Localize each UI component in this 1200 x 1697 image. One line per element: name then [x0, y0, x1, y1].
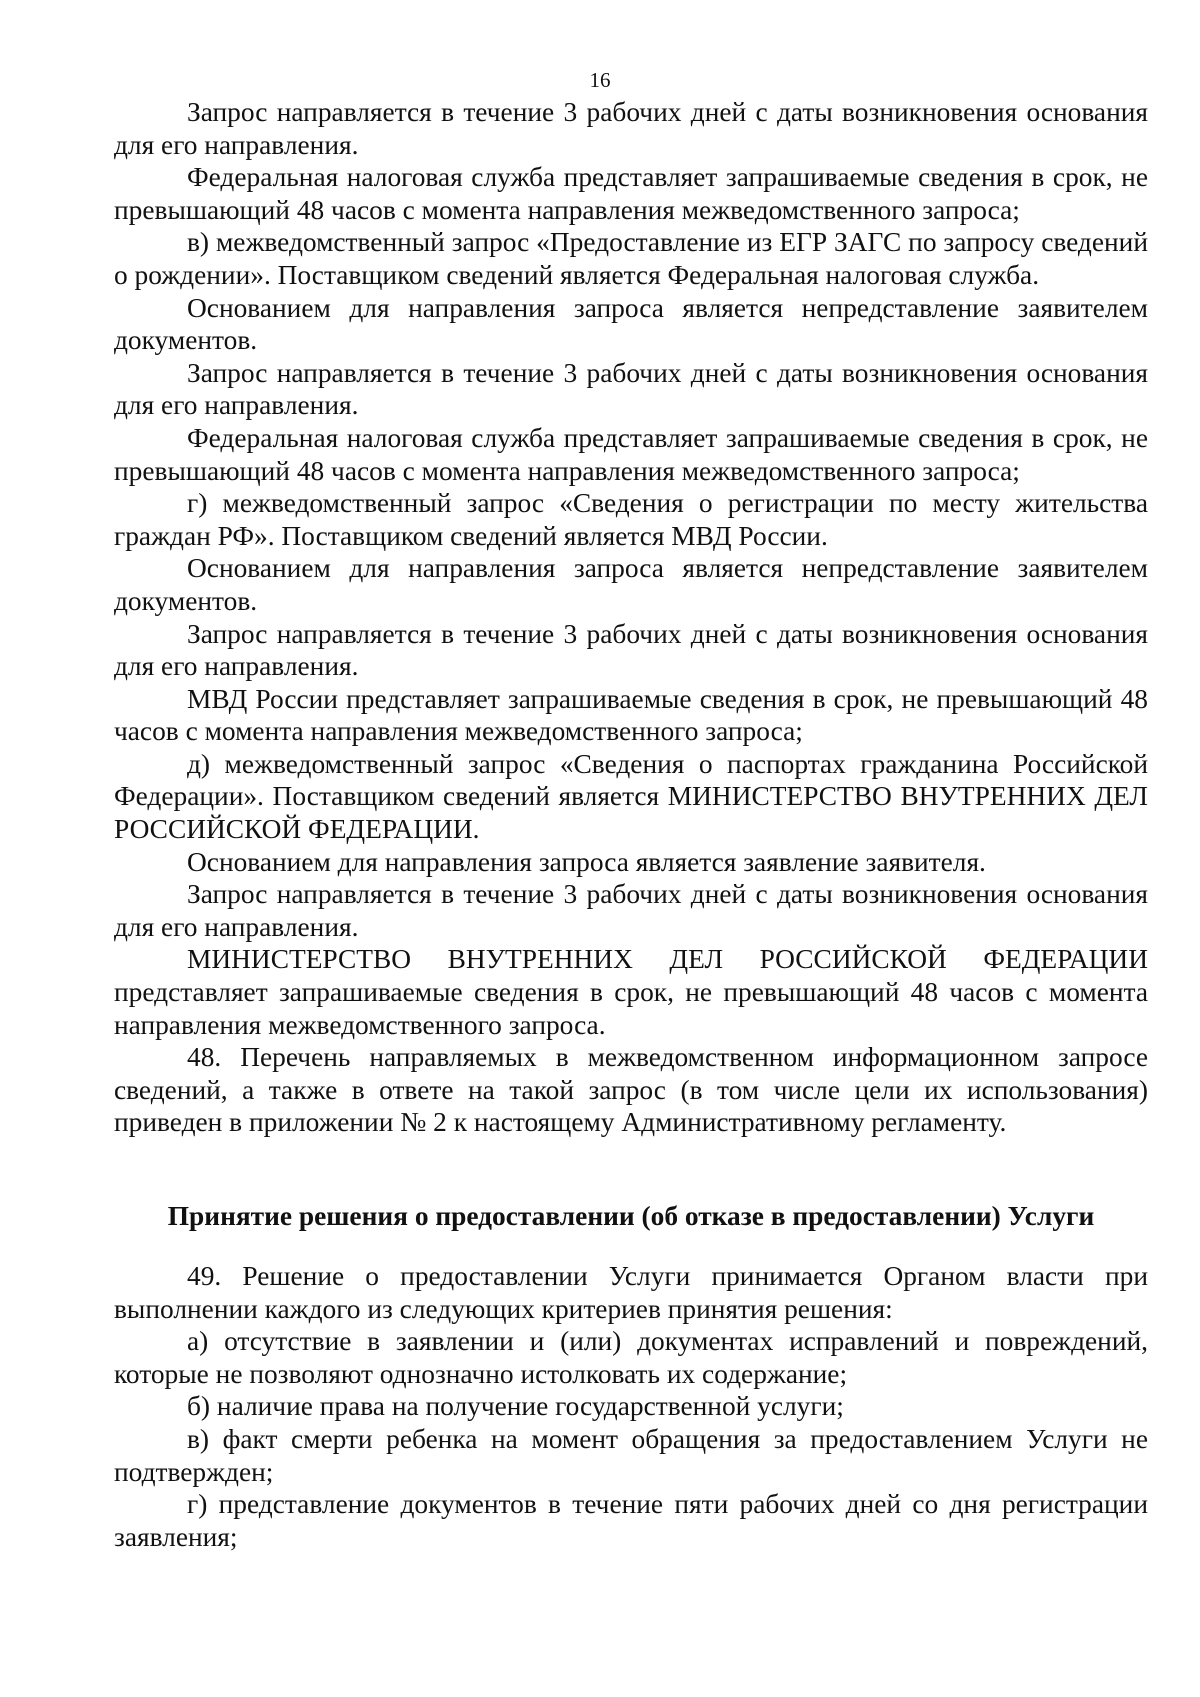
paragraph: Основанием для направления запроса является непредставление заявителем документов.: [114, 292, 1148, 356]
paragraph: в) факт смерти ребенка на момент обращения за предоставлением Услуги не подтвержден;: [114, 1423, 1148, 1487]
paragraph: Основанием для направления запроса является непредставление заявителем документов.: [114, 553, 1148, 616]
paragraph: а) отсутствие в заявлении и (или) документах исправлений и повреждений, которые не позволяют однозначно истолковать их содержание;: [114, 1326, 1148, 1389]
paragraph: 48. Перечень направляемых в межведомственном информационном запросе сведений, а также в ответе на такой запрос (в том числе цели их использования) приведен в приложении № 2 к настоящему Административному регламенту.: [114, 1042, 1148, 1138]
paragraph: Федеральная налоговая служба представляет запрашиваемые сведения в срок, не превышающий 48 часов с момента направления межведомственного запроса;: [114, 162, 1148, 225]
paragraph: б) наличие права на получение государственной услуги;: [187, 1391, 844, 1422]
paragraph: Запрос направляется в течение 3 рабочих дней с даты возникновения основания для его направления.: [114, 97, 1148, 160]
paragraph: Федеральная налоговая служба представляет запрашиваемые сведения в срок, не превышающий 48 часов с момента направления межведомственного запроса;: [114, 422, 1148, 486]
paragraph: МИНИСТЕРСТВО ВНУТРЕННИХ ДЕЛ РОССИЙСКОЙ ФЕДЕРАЦИИ представляет запрашиваемые сведения в срок, не превышающий 48 часов с момента направления межведомственного запроса.: [114, 944, 1148, 1040]
paragraph: МВД России представляет запрашиваемые сведения в срок, не превышающий 48 часов с момента направления межведомственного запроса;: [114, 683, 1148, 747]
paragraph: Основанием для направления запроса является заявление заявителя.: [187, 846, 986, 877]
paragraph: д) межведомственный запрос «Сведения о паспортах гражданина Российской Федерации». Поставщиком сведений является МИНИСТЕРСТВО ВНУТРЕННИХ ДЕЛ РОССИЙСКОЙ ФЕДЕРАЦИИ.: [114, 748, 1148, 845]
body-text-bottom: [114, 1260, 1148, 1553]
paragraph: в) межведомственный запрос «Предоставление из ЕГР ЗАГС по запросу сведений о рождении». Поставщиком сведений является Федеральная налоговая служба.: [114, 227, 1148, 290]
body-text-top: [114, 96, 1148, 1139]
paragraph: Запрос направляется в течение 3 рабочих дней с даты возникновения основания для его направления.: [114, 357, 1148, 421]
paragraph: 49. Решение о предоставлении Услуги принимается Органом власти при выполнении каждого из следующих критериев принятия решения:: [114, 1261, 1148, 1324]
paragraph: Запрос направляется в течение 3 рабочих дней с даты возникновения основания для его направления.: [114, 879, 1148, 942]
paragraph: г) межведомственный запрос «Сведения о регистрации по месту жительства граждан РФ». Поставщиком сведений является МВД России.: [114, 488, 1148, 551]
paragraph: Запрос направляется в течение 3 рабочих дней с даты возникновения основания для его направления.: [114, 618, 1148, 682]
page-number: 16: [589, 68, 611, 92]
section-heading: Принятие решения о предоставлении (об отказе в предоставлении) Услуги: [167, 1201, 1095, 1231]
paragraph: г) представление документов в течение пяти рабочих дней со дня регистрации заявления;: [114, 1489, 1148, 1552]
